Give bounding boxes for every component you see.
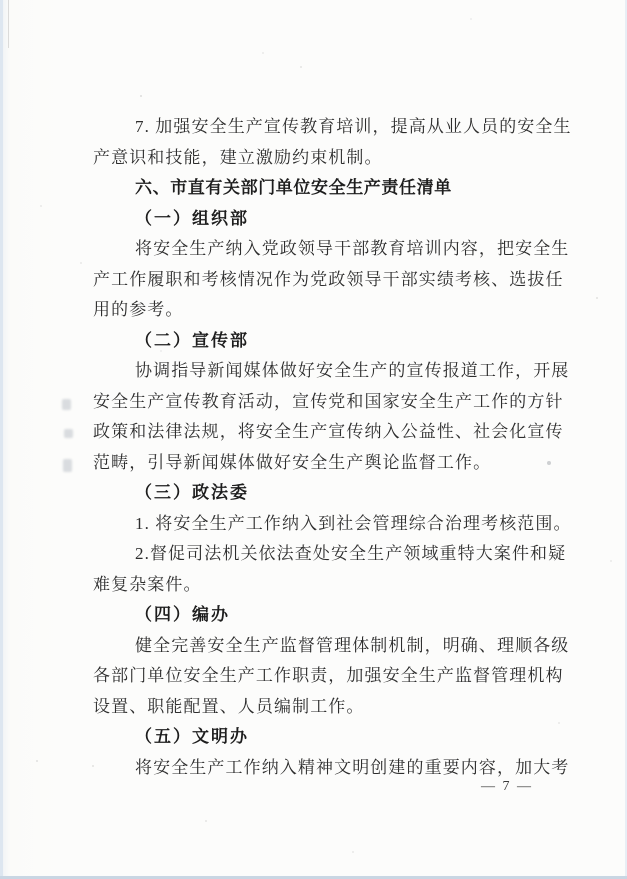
body-line: 产工作履职和考核情况作为党政领导干部实绩考核、选拔任 — [93, 269, 564, 289]
body-line: 7. 加强安全生产宣传教育培训，提高从业人员的安全生 — [135, 117, 572, 136]
body-line: 协调指导新闻媒体做好安全生产的宣传报道工作，开展 — [135, 361, 570, 380]
subsection-heading: （一）组织部 — [135, 208, 249, 228]
document-body — [93, 112, 572, 783]
body-line: 将安全生产纳入党政领导干部教育培训内容，把安全生 — [135, 239, 570, 258]
ink-bleed-mark — [62, 399, 71, 410]
body-line: 难复杂案件。 — [93, 574, 202, 594]
page-left-edge — [0, 0, 3, 879]
page-number: — 7 — — [481, 779, 533, 794]
subsection-heading: （四）编办 — [135, 605, 230, 624]
body-line: 政策和法律法规，将安全生产宣传纳入公益性、社会化宣传 — [93, 422, 564, 441]
body-line: 安全生产宣传教育活动，宣传党和国家安全生产工作的方针 — [93, 391, 564, 411]
body-line: 1. 将安全生产工作纳入到社会管理综合治理考核范围。 — [135, 513, 572, 533]
subsection-heading: （三）政法委 — [135, 483, 249, 502]
ink-bleed-mark — [63, 459, 72, 472]
section-heading: 六、市直有关部门单位安全生产责任清单 — [135, 178, 452, 198]
body-line: 2.督促司法机关依法查处安全生产领域重特大案件和疑 — [135, 544, 567, 563]
body-line: 范畴，引导新闻媒体做好安全生产舆论监督工作。 — [93, 452, 492, 472]
scan-fold-line — [8, 0, 9, 48]
ink-bleed-mark — [64, 429, 73, 438]
body-line: 各部门单位安全生产工作职责，加强安全生产监督管理机构 — [93, 666, 564, 685]
body-line: 设置、职能配置、人员编制工作。 — [93, 696, 365, 716]
subsection-heading: （二）宣传部 — [135, 330, 249, 350]
body-line: 将安全生产工作纳入精神文明创建的重要内容，加大考 — [135, 757, 570, 777]
body-line: 用的参考。 — [93, 300, 184, 319]
body-line: 健全完善安全生产监督管理体制机制，明确、理顺各级 — [135, 635, 570, 655]
body-line: 产意识和技能，建立激励约束机制。 — [93, 147, 383, 167]
subsection-heading: （五）文明办 — [135, 727, 249, 746]
